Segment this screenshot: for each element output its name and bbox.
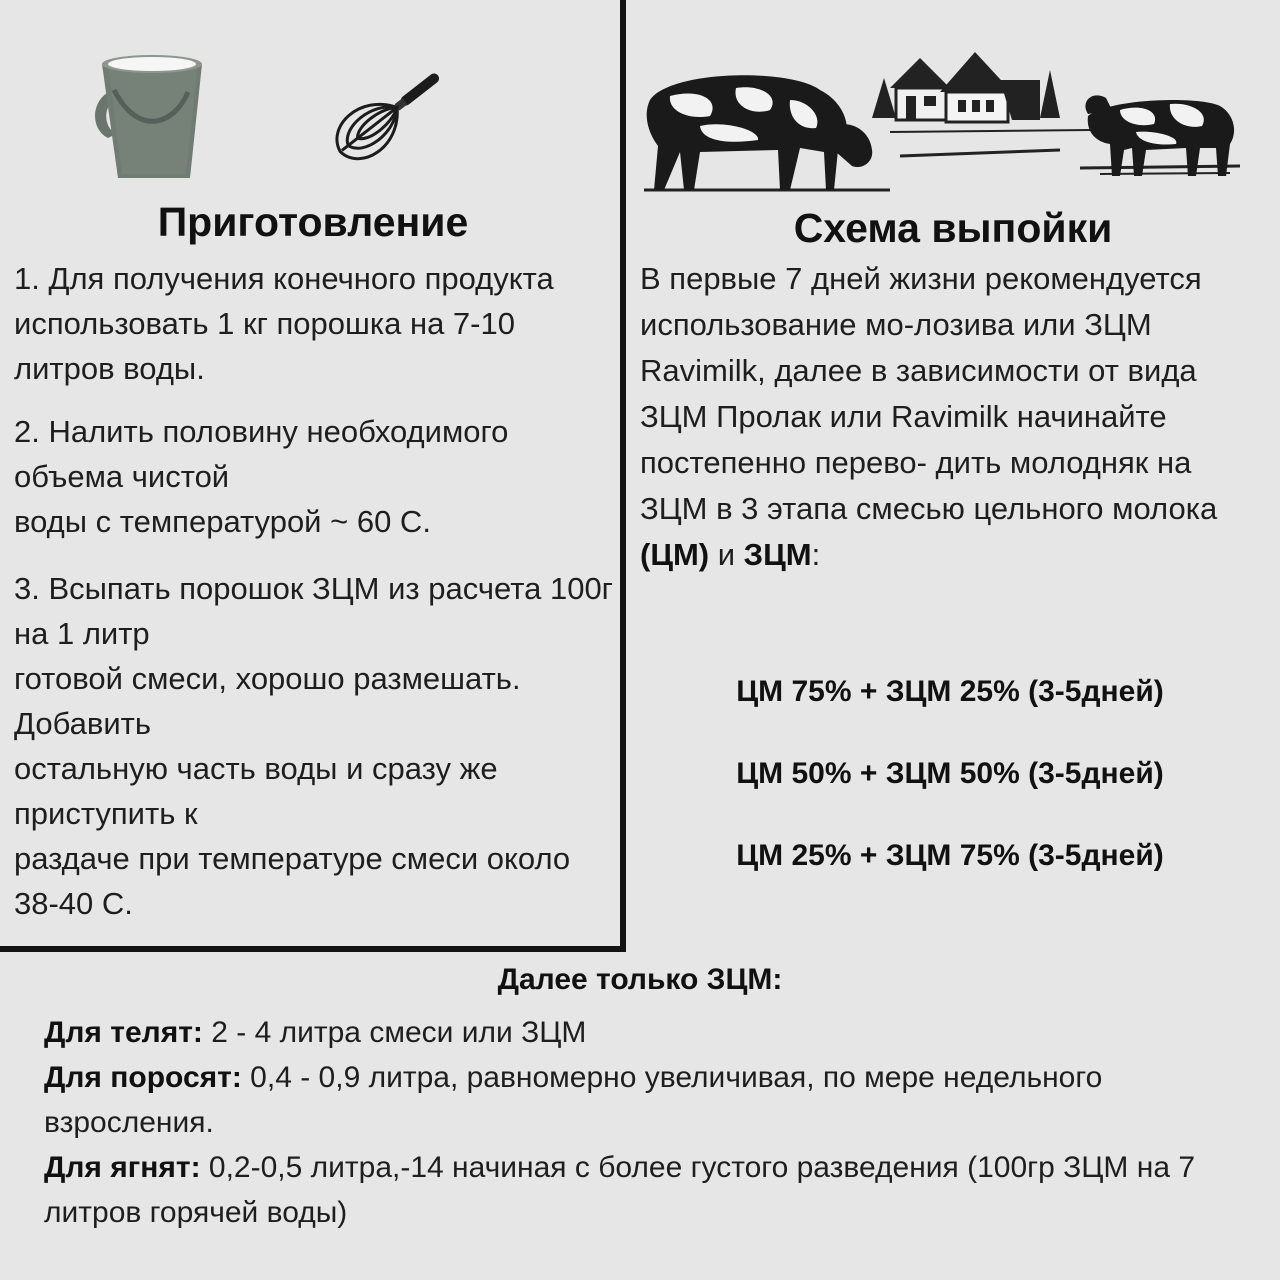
- dosage-calves: Для телят: 2 - 4 литра смеси или ЗЦМ: [44, 1016, 587, 1049]
- milk-bucket-icon: [90, 50, 215, 185]
- dosage-lambs: Для ягнят: 0,2-0,5 литра,-14 начиная с более густого разведения (100гр ЗЦМ на 7 литров горячей воды): [44, 1151, 1196, 1229]
- step-3: 3. Всыпать порошок ЗЦМ из расчета 100г на 1 литр готовой смеси, хорошо размешать. Добавить остальную часть воды и сразу же приступить к раздаче при температуре смеси около 38-40 С.: [14, 571, 613, 921]
- feeding-scheme-title: Схема выпойки: [793, 205, 1113, 251]
- whisk-icon: [318, 62, 454, 170]
- milk-replacer-abbr: ЗЦМ: [743, 537, 812, 572]
- formula-3: ЦМ 25% + ЗЦМ 75% (3-5дней): [736, 839, 1164, 872]
- formula-1: ЦМ 75% + ЗЦМ 25% (3-5дней): [736, 675, 1164, 708]
- step-2: 2. Налить половину необходимого объема чистой воды с температурой ~ 60 С.: [14, 414, 509, 539]
- whole-milk-abbr: (ЦМ): [640, 537, 710, 572]
- farm-cows-illustration: [640, 40, 1240, 200]
- dosage-piglets: Для поросят: 0,4 - 0,9 литра, равномерно увеличивая, по мере недельного взросления.: [44, 1061, 1103, 1139]
- step-1: 1. Для получения конечного продукта использовать 1 кг порошка на 7-10 литров воды.: [14, 261, 554, 386]
- next-only-title: Далее только ЗЦМ:: [497, 963, 783, 996]
- feeding-scheme-intro: В первые 7 дней жизни рекомендуется использование мо-лозива или ЗЦМ Ravimilk, далее в зависимости от вида ЗЦМ Пролак или Ravimilk начинайте постепенно перево- дить молодняк на ЗЦМ в 3 этапа смесью цельного молока (ЦМ) и ЗЦМ:: [640, 261, 1218, 572]
- frame-horizontal-line: [0, 946, 626, 952]
- frame-vertical-line: [620, 0, 626, 952]
- preparation-title: Приготовление: [157, 199, 469, 245]
- preparation-steps: [14, 256, 616, 926]
- dosage-list: [44, 1010, 1244, 1235]
- formula-2: ЦМ 50% + ЗЦМ 50% (3-5дней): [736, 757, 1164, 790]
